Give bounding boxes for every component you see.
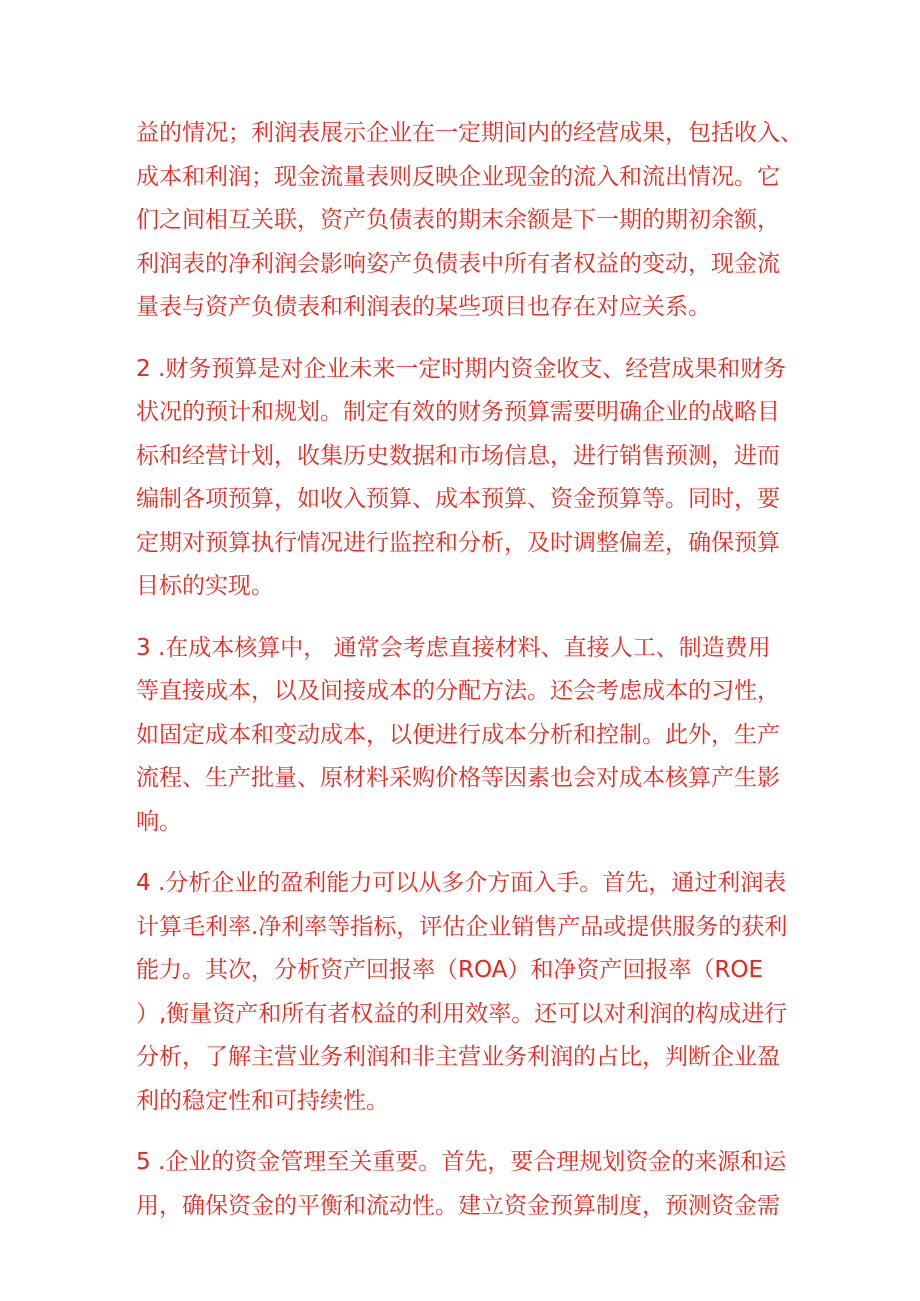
text-line: 等直接成本，以及间接成本的分配方法。还会考虑成本的习性， bbox=[136, 678, 780, 704]
text-line: 编制各项预算，如收入预算、成本预算、资金预算等。同时，要 bbox=[136, 486, 780, 512]
paragraph-fund-management bbox=[136, 1141, 788, 1228]
text-line: 利的稳定性和可持续性。 bbox=[136, 1087, 389, 1114]
text-line: 能力。其次，分析资产回报率（ROA）和净资产回报率（ROE bbox=[136, 957, 764, 983]
text-line: 用，确保资金的平衡和流动性。建立资金预算制度，预测资金需 bbox=[136, 1192, 780, 1219]
paragraph-spacer bbox=[136, 609, 788, 627]
paragraph-spacer bbox=[136, 330, 788, 348]
text-line: ）,衡量资产和所有者权益的利用效率。还可以对利润的构成进行 bbox=[136, 1000, 788, 1027]
text-line: 成本和利润；现金流量表则反映企业现金的流入和流出情况。它 bbox=[136, 163, 780, 190]
paragraph-cost-accounting bbox=[136, 627, 788, 845]
paragraph-profitability-analysis bbox=[136, 862, 788, 1123]
paragraph-financial-budget bbox=[136, 348, 788, 609]
text-line: 们之间相互关联，资产负债表的期末余额是下一期的期初余额， bbox=[136, 207, 780, 233]
text-line: 流程、生产批量、原材料采购价格等因素也会对成本核算产生影 bbox=[136, 765, 780, 791]
paragraph-spacer bbox=[136, 844, 788, 862]
text-line: 4 .分析企业的盈利能力可以从多介方面入手。首先，通过利润表 bbox=[136, 870, 787, 896]
text-line: 益的情况；利润表展示企业在一定期间内的经营成果，包括收入、 bbox=[136, 120, 803, 146]
text-line: 计算毛利率.净利率等指标，评估企业销售产品或提供服务的获利 bbox=[136, 913, 788, 940]
document-body bbox=[136, 112, 803, 1228]
text-line: 如固定成本和变动成本，以便进行成本分析和控制。此外，生产 bbox=[136, 721, 780, 748]
text-line: 目标的实现。 bbox=[136, 573, 274, 599]
text-line: 响。 bbox=[136, 808, 182, 835]
text-line: 定期对预算执行情况进行监控和分析，及时调整偏差，确保预算 bbox=[136, 529, 780, 556]
text-line: 2 .财务预算是对企业未来一定时期内资金收支、经营成果和财务 bbox=[136, 355, 787, 382]
text-line: 3 .在成本核算中， 通常会考虑直接材料、直接人工、制造费用 bbox=[136, 634, 771, 661]
paragraph-statements-relationship bbox=[136, 112, 803, 330]
text-line: 分析，了解主营业务利润和非主营业务利润的占比，判断企业盈 bbox=[136, 1044, 780, 1070]
text-line: 状况的预计和规划。制定有效的财务预算需要明确企业的战略目 bbox=[136, 399, 780, 425]
text-line: 利润表的净利润会影响姿产负债表中所有者权益的变动，现金流 bbox=[136, 250, 780, 277]
text-line: 量表与资产负债表和利润表的某些项目也存在对应关系。 bbox=[136, 294, 711, 320]
paragraph-spacer bbox=[136, 1123, 788, 1141]
text-line: 5 .企业的资金管理至关重要。首先，要合理规划资金的来源和运 bbox=[136, 1149, 787, 1175]
text-line: 标和经营计划，收集历史数据和市场信息，进行销售预测，进而 bbox=[136, 442, 780, 469]
